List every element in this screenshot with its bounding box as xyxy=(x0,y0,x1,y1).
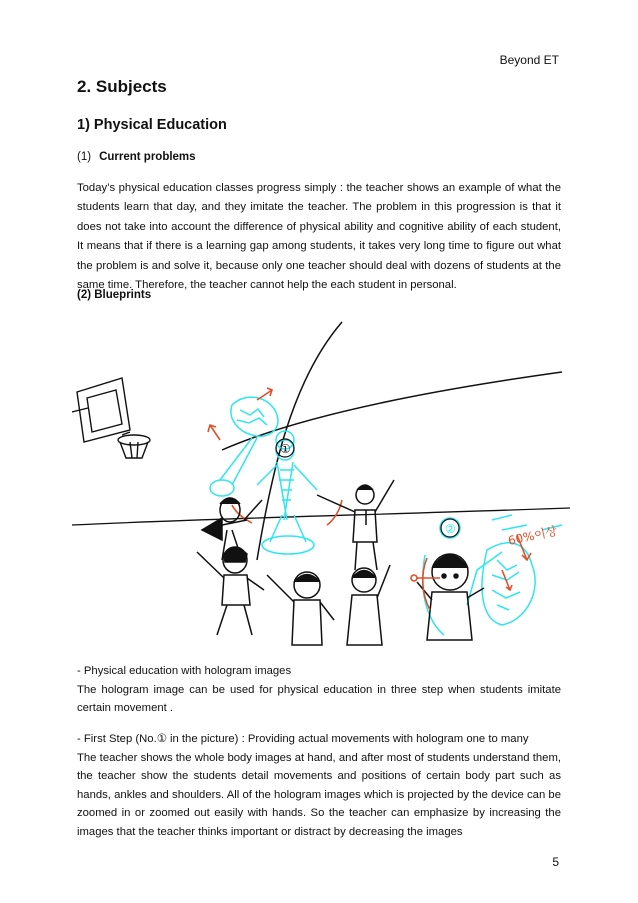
court-baseline xyxy=(72,508,570,525)
subsection-title: 1) Physical Education xyxy=(77,117,227,133)
heading-number: (1) xyxy=(77,151,92,163)
hologram-description: The hologram image can be used for physical education in three step when students imitate certain movement . xyxy=(77,683,561,715)
page-number: 5 xyxy=(552,855,559,869)
court-arc xyxy=(257,322,342,560)
basketball-hoop xyxy=(72,378,150,458)
first-step-title: - First Step (No.① in the picture) : Providing actual movements with hologram one to many xyxy=(77,733,529,745)
hologram-intro-line: - Physical education with hologram images xyxy=(77,665,292,677)
student-figure-bottom xyxy=(197,547,390,645)
student-figure-right xyxy=(417,554,484,640)
current-problems-heading xyxy=(77,151,196,163)
arrow-icon xyxy=(208,388,342,525)
running-header: Beyond ET xyxy=(499,53,559,67)
court-line xyxy=(222,372,562,450)
percent-annotation: 60%이상 xyxy=(506,523,559,548)
heading-label: Current problems xyxy=(99,151,196,163)
marker-1: ① xyxy=(280,442,291,456)
blueprint-illustration xyxy=(72,320,570,650)
current-problems-paragraph: Today’s physical education classes progress simply : the teacher shows an example of what the students learn that day, and they imitate the teacher. The problem in this progression is that it does not take into account the difference of physical ability and cognitive ability of each student, It means that if there is a learning gap among students, it takes very long time to figure out what the problem is and solve it, because only one teacher should deal with dozens of students at the same time. Therefore, the teacher cannot help the each student in personal. xyxy=(77,182,561,292)
blueprints-heading: (2) Blueprints xyxy=(77,289,152,301)
hologram-figure-1 xyxy=(210,397,317,554)
first-step-description: The teacher shows the whole body images at hand, and after most of students understand them, the teacher show the students detail movements and positions of certain body part such as hands, ankles and shoulders. All of the hologram images which is projected by the device can be zoomed in or zoomed out easily with hands. So the teacher can emphasize by increasing the images that the teacher thinks important or distract by decreasing the images xyxy=(77,751,561,838)
illustration-svg xyxy=(72,320,570,650)
hologram-section xyxy=(77,662,561,718)
teacher-figure xyxy=(317,480,394,570)
first-step-section xyxy=(77,730,561,842)
marker-2: ② xyxy=(445,522,456,536)
section-title: 2. Subjects xyxy=(77,77,167,96)
